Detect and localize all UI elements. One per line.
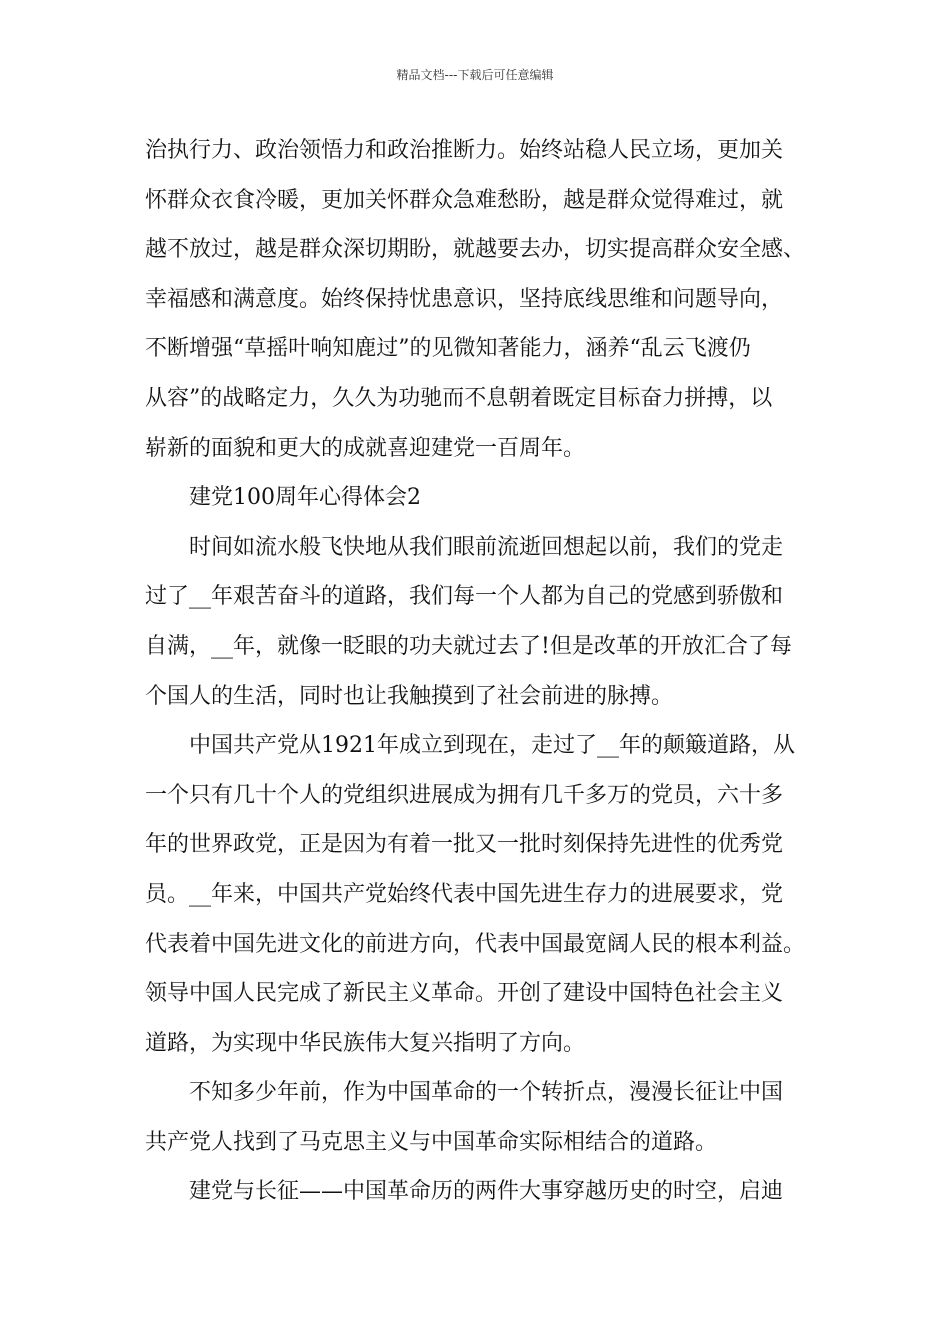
paragraph: 不知多少年前，作为中国革命的一个转折点，漫漫长征让中国 共产党人找到了马克思主义与中国革命实际相结合的道路。 — [145, 1080, 784, 1155]
paragraph: 建党与长征——中国革命历的两件大事穿越历史的时空，启迪 — [189, 1179, 784, 1205]
page-header: 精品文档---下载后可任意编辑 — [396, 68, 554, 82]
paragraph: 中国共产党从1921年成立到现在，走过了__年的颠簸道路，从 一个只有几十个人的党组织进展成为拥有几千多万的党员，六十多 年的世界政党，正是因为有着一批又一批时刻保持先进性的优秀党 员。__年来，中国共产党始终代表中国先进生存力的进展要求，党 代表着中国先进文化的前进方向，代表中国最宽阔人民的根本利益。 领导中国人民完成了新民主义革命。开创了建设中国特色社会主义 道路，为实现中华民族伟大复兴指明了方向。 — [145, 733, 806, 1056]
document-body — [145, 126, 825, 1217]
paragraph-continuation: 治执行力、政治领悟力和政治推断力。始终站稳人民立场，更加关 怀群众衣食冷暖，更加关怀群众急难愁盼，越是群众觉得难过，就 越不放过，越是群众深切期盼，就越要去办，切实提高群众安全感、 幸福感和满意度。始终保持忧患意识，坚持底线思维和问题导向， 不断增强“草摇叶响知鹿过”的见微知著能力，涵养“乱云飞渡仍 从容”的战略定力，久久为功驰而不息朝着既定目标奋力拼搏，以 崭新的面貌和更大的成就喜迎建党一百周年。 — [145, 138, 806, 461]
paragraph: 时间如流水般飞快地从我们眼前流逝回想起以前，我们的党走 过了__年艰苦奋斗的道路，我们每一个人都为自己的党感到骄傲和 自满，__年，就像一眨眼的功夫就过去了!但是改革的开放汇合了每 个国人的生活，同时也让我触摸到了社会前进的脉搏。 — [145, 534, 792, 709]
section-heading: 建党100周年心得体会2 — [189, 485, 421, 511]
